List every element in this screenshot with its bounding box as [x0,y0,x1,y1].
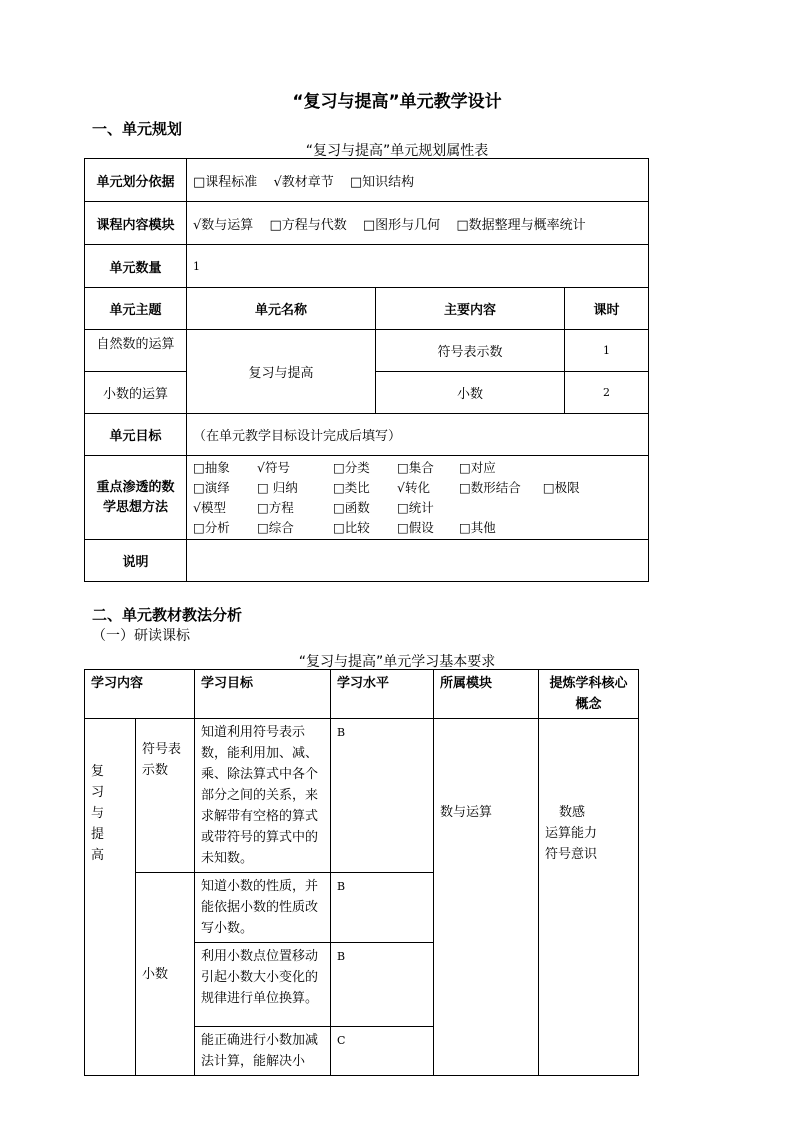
level-cell: B [331,719,434,873]
method-option[interactable]: □其他 [459,519,496,535]
topic-cell: 符号表示数 [136,719,195,873]
table1-caption: “复习与提高”单元规划属性表 [305,143,489,159]
module-options [187,202,649,245]
goal-cell: 知道小数的性质，并能依据小数的性质改写小数。 [195,873,331,943]
methods-cell [187,456,649,540]
section-heading-analysis: 二、单元教材教法分析 [92,606,243,624]
goal-cell: 能正确进行小数加减法计算，能解决小 [195,1027,331,1076]
document-title: “复习与提高”单元教学设计 [292,92,502,112]
level-cell: B [331,943,434,1027]
method-option[interactable]: □综合 [257,519,294,535]
hours-cell: 2 [565,372,649,414]
learning-requirements-table [84,669,639,1076]
module-option[interactable]: □数据整理与概率统计 [456,217,586,233]
method-option[interactable]: □函数 [333,499,370,515]
method-option[interactable]: □统计 [397,499,434,515]
header-learning-goal: 学习目标 [195,670,331,719]
theme-cell: 小数的运算 [85,372,187,414]
goal-cell: 知道利用符号表示数，能利用加、减、乘、除法算式中各个部分之间的关系，来求解带有空格的算式或带符号的算式中的未知数。 [195,719,331,873]
method-option[interactable]: □极限 [542,479,580,495]
unit-planning-table [84,158,649,582]
content-cell: 符号表示数 [376,330,565,372]
basis-options [187,159,649,202]
method-option[interactable]: √模型 [193,499,226,515]
core-concept: 符号意识 [545,847,598,862]
basis-option[interactable]: √教材章节 [273,174,334,190]
core-concept: 数感 [559,805,586,820]
header-learning-content: 学习内容 [85,670,195,719]
table2-caption: “复习与提高”单元学习基本要求 [298,654,496,670]
method-option[interactable]: □假设 [397,519,434,535]
core-concept: 运算能力 [545,826,598,841]
section-heading-planning: 一、单元规划 [92,120,183,138]
method-option[interactable]: □比较 [333,519,370,535]
method-option[interactable]: □分析 [193,519,230,535]
unit-name-cell: 复习与提高 [187,330,376,414]
core-concepts-cell [539,719,639,1076]
unit-cell: 复习与提高 [85,719,136,1076]
subsection-heading: （一）研读课标 [92,628,190,644]
module-option[interactable]: □方程与代数 [269,217,347,233]
theme-cell: 自然数的运算 [85,330,187,372]
method-option[interactable]: √符号 [257,459,290,475]
hours-cell: 1 [565,330,649,372]
note-label: 说明 [85,540,187,582]
method-option[interactable]: □数形结合 [459,479,521,495]
goal-value: （在单元教学目标设计完成后填写） [187,414,649,456]
method-option[interactable]: □方程 [257,499,294,515]
module-label: 课程内容模块 [85,202,187,245]
count-label: 单元数量 [85,245,187,288]
method-option[interactable]: □演绎 [193,479,230,495]
method-option[interactable]: □集合 [397,459,434,475]
topic-cell: 小数 [136,873,195,1076]
method-option[interactable]: □类比 [333,479,370,495]
header-module: 所属模块 [434,670,539,719]
goal-cell: 利用小数点位置移动引起小数大小变化的规律进行单位换算。 [195,943,331,1027]
header-learning-level: 学习水平 [331,670,434,719]
count-value: 1 [187,245,649,288]
method-option[interactable]: □抽象 [193,459,230,475]
header-hours: 课时 [565,288,649,330]
method-option[interactable]: □ 归纳 [257,479,298,495]
content-cell: 小数 [376,372,565,414]
module-option[interactable]: □图形与几何 [362,217,441,233]
module-option[interactable]: √数与运算 [193,217,254,233]
method-option [459,479,580,497]
basis-option[interactable]: □课程标准 [193,174,258,190]
level-cell: B [331,873,434,943]
header-name: 单元名称 [187,288,376,330]
method-option[interactable]: □对应 [459,459,496,475]
goal-label: 单元目标 [85,414,187,456]
basis-option[interactable]: □知识结构 [349,174,415,190]
level-cell: C [331,1027,434,1076]
methods-label: 重点渗透的数学思想方法 [85,456,187,540]
module-cell: 数与运算 [434,719,539,1076]
basis-label: 单元划分依据 [85,159,187,202]
header-content: 主要内容 [376,288,565,330]
header-core-concept: 提炼学科核心概念 [539,670,639,719]
note-value[interactable] [187,540,649,582]
method-option[interactable]: □分类 [333,459,370,475]
method-option[interactable]: √转化 [397,479,430,495]
header-theme: 单元主题 [85,288,187,330]
